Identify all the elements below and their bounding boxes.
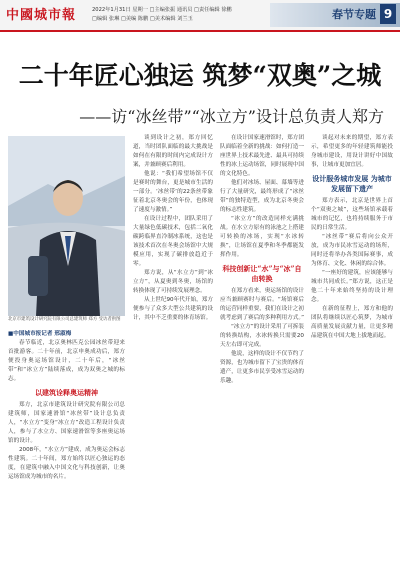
- section-title: 春节专题: [332, 8, 376, 21]
- editors-line: □编辑 张琳 □美编 陈鹏 □美术编辑 刘兰玉: [92, 16, 193, 22]
- byline: ■中国城市报记者 邢淑梅: [8, 331, 72, 337]
- paragraph: 在郑方看来，奥运场馆的设计应当兼顾赛时与赛后。“场馆赛后的运营同样重要，我们在设计之初就考虑到了赛后的多种利用方式。”: [220, 288, 304, 321]
- paragraph: 郑方，北京市建筑设计研究院有限公司总建筑师，国家速滑馆“冰丝带”设计总负责人，“水立方”变身“冰立方”改造工程设计负责人，参与了水立方、国家速滑馆等多座奥运场馆的设计。: [8, 402, 125, 444]
- article-column-3: [220, 134, 304, 566]
- paragraph: 2008年，“水立方”建成，成为奥运会标志性建筑。二十年间，郑方始终以匠心独运的态度，在建筑中融入中国文化与科技创新，让奥运场馆成为城市的名片。: [8, 447, 125, 480]
- paragraph: 谈起对未来的期望，郑方表示，希望更多的年轻建筑师能投身城市建设，用设计讲好中国故事，让城市更加宜居。: [311, 135, 393, 168]
- paragraph: 他们对冰场、屋面、幕墙等进行了大量研究，最终形成了“冰丝带”的独特造型，成为北京冬奥会的标志性建筑。: [220, 180, 304, 213]
- subheadline: ——访“冰丝带”“冰立方”设计总负责人郑方: [79, 107, 384, 126]
- paragraph: 郑方表示，北京是世界上首个“双奥之城”，这些场馆承载着城市的记忆，也将持续服务于市民的日常生活。: [311, 198, 393, 231]
- paragraph: 他说，这样的设计不仅节约了资源，也为城市留下了宝贵的体育遗产，让更多市民享受冰雪运动的乐趣。: [220, 351, 304, 384]
- section-subtitle: 设计服务城市发展 为城市发展留下遗产: [312, 174, 392, 193]
- paragraph: 在设计国家速滑馆时，郑方团队面临着全新的挑战：如何打造一座世界上技术最先进、最具可持续性的冰上运动场馆，同时展现中国的文化特色。: [220, 135, 304, 177]
- paragraph: 他说：“我们希望场馆不仅是赛时的舞台，更是城市生活的一部分。‘冰丝带’的22条丝带象征着北京冬奥会的年份，也体现了速度与激情。”: [133, 171, 213, 213]
- article-column-2: [133, 134, 213, 566]
- paragraph: “一座好的建筑，应该能够与城市共同成长。”郑方说，这正是他二十年来始终坚持的设计理念。: [311, 270, 393, 303]
- photo-caption: 北京市建筑设计研究院有限公司总建筑师 郑方 受访者供图: [8, 317, 121, 322]
- paragraph: 郑方说，从“水立方”到“冰立方”，从夏奥到冬奥，场馆的转换体现了可持续发展理念。: [133, 270, 213, 294]
- paragraph: 谈到设计之初，郑方回忆道，当时团队面临的最大挑战是如何在有限的时间内完成设计方案，并兼顾赛后利用。: [133, 135, 213, 168]
- issue-date-line: 2022年1月31日 星期一 □主编张振 通讯员 □责任编辑 徐鹏: [92, 7, 232, 13]
- paragraph: “冰丝带”赛后将向公众开放，成为市民冰雪运动的场所，同时还将举办各类国际赛事，成为体育、文化、休闲的综合体。: [311, 234, 393, 267]
- page-number: 9: [380, 4, 396, 24]
- paragraph: 春节临近，北京奥林匹克公园冰丝带迎来首批游客。二十年前，北京申奥成功后，郑方便投身奥运场馆设计，二十年后，“冰丝带”和“冰立方”陆续落成，成为双奥之城的标志。: [8, 340, 125, 382]
- headline: 二十年匠心独运 筑梦“双奥”之城: [18, 61, 382, 90]
- newspaper-logo: 中國城市報: [6, 8, 77, 23]
- article-column-1: [8, 330, 125, 566]
- section-subtitle: 科技创新让“水”与“冰”自由转换: [222, 264, 302, 283]
- masthead: [0, 0, 400, 32]
- paragraph: 在新的征程上，郑方和他的团队将继续以匠心筑梦，为城市高质量发展贡献力量，让更多精品建筑在中国大地上拔地而起。: [311, 306, 393, 339]
- paragraph: 在设计过程中，团队采用了大量绿色低碳技术，包括二氧化碳跨临界直冷制冰系统，这也是该技术首次在冬奥会场馆中大规模应用，实现了碳排放趋近于零。: [133, 216, 213, 267]
- paragraph: “冰立方”的改造同样充满挑战。在水立方原有的泳池之上搭建可转换的冰场，实现“水冰转换”，让场馆在夏季和冬季都能发挥作用。: [220, 216, 304, 258]
- section-subtitle: 以建筑诠释奥运精神: [35, 388, 98, 397]
- article-column-4: [311, 134, 393, 566]
- portrait-illustration: [8, 136, 125, 316]
- paragraph: 从上世纪90年代开始，郑方便参与了众多大型公共建筑的设计，其中不乏重要的体育场馆。: [133, 297, 213, 321]
- paragraph: “冰立方”的设计采用了可拆装的转换结构，水冰转换只需要20天左右即可完成。: [220, 324, 304, 348]
- portrait-photo: [8, 136, 125, 316]
